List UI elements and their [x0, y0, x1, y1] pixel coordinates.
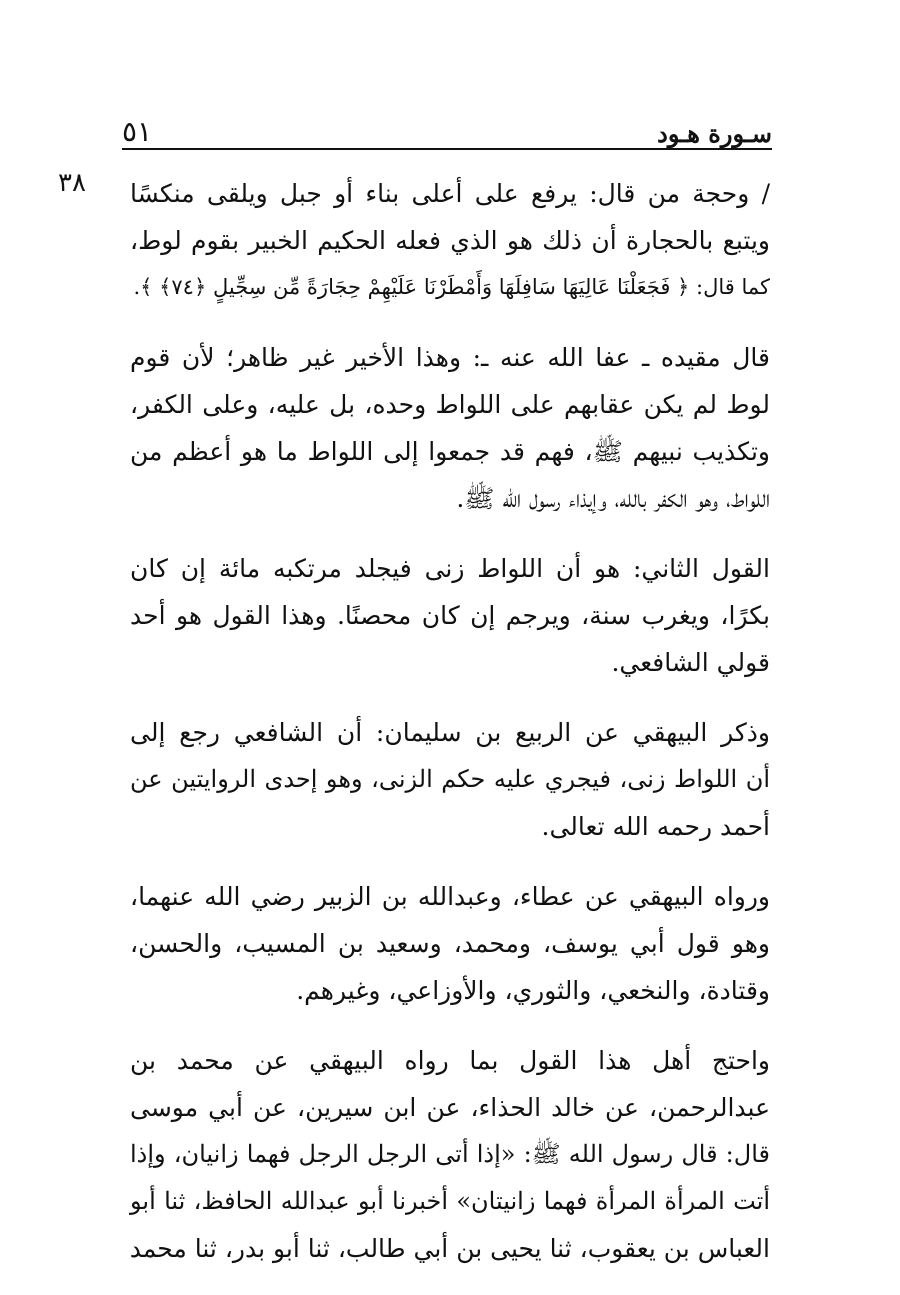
text-line: ورواه البيهقي عن عطاء، وعبدالله بن الزبير رضي الله عنهما، — [130, 882, 770, 911]
paragraph-6 — [130, 1037, 770, 1272]
page-number: ٥١ — [122, 115, 153, 148]
text-line: واحتج أهل هذا القول بما رواه البيهقي عن محمد بن — [130, 1046, 770, 1075]
text-line: لوط لم يكن عقابهم على اللواط وحده، بل عليه، وعلى الكفر، — [130, 390, 770, 419]
text-line: وتكذيب نبيهم ﷺ، فهم قد جمعوا إلى اللواط ما هو أعظم من — [130, 437, 770, 466]
text-line: وقتادة، والنخعي، والثوري، والأوزاعي، وغيرهم. — [296, 976, 770, 1005]
text-line: بكرًا، ويغرب سنة، ويرجم إن كان محصنًا. وهذا القول هو أحد — [130, 601, 770, 630]
text-line: العباس بن يعقوب، ثنا يحيى بن أبي طالب، ثنا أبو بدر، ثنا محمد — [129, 1234, 770, 1263]
paragraph-4 — [130, 709, 770, 850]
surah-title: سـورة هـود — [657, 119, 772, 148]
header-rule — [122, 148, 772, 150]
text-line: ويتبع بالحجارة أن ذلك هو الذي فعله الحكيم الخبير بقوم لوط، — [130, 226, 770, 255]
text-line: القول الثاني: هو أن اللواط زنى فيجلد مرتكبه مائة إن كان — [130, 554, 770, 583]
text-line: أتت المرأة المرأة فهما زانيتان» أخبرنا أبو عبدالله الحافظ، ثنا أبو — [130, 1187, 770, 1215]
paragraph-1 — [130, 170, 770, 311]
text-line: وهو قول أبي يوسف، ومحمد، وسعيد بن المسيب، والحسن، — [130, 929, 770, 958]
paragraph-2 — [130, 334, 770, 522]
text-line: وذكر البيهقي عن الربيع بن سليمان: أن الشافعي رجع إلى — [130, 718, 770, 747]
text-line: قال مقيده ـ عفا الله عنه ـ: وهذا الأخير غير ظاهر؛ لأن قوم — [130, 343, 770, 372]
text-line: / وحجة من قال: يرفع على أعلى بناء أو جبل ويلقى منكسًا — [130, 179, 770, 208]
text-line: قولي الشافعي. — [611, 648, 770, 677]
text-line: عبدالرحمن، عن خالد الحذاء، عن ابن سيرين، عن أبي موسى — [130, 1093, 770, 1122]
text-line: اللواط، وهو الكفر بالله، وإيذاء رسول الله ﷺ. — [456, 484, 770, 513]
text-line: أحمد رحمه الله تعالى. — [541, 812, 770, 841]
running-header — [122, 108, 772, 148]
text-line: قال: قال رسول الله ﷺ: «إذا أتى الرجل الرجل فهما زانيان، وإذا — [130, 1140, 770, 1168]
paragraph-5 — [130, 873, 770, 1014]
body-text — [130, 170, 770, 1295]
quran-verse-line: كما قال: ﴿ فَجَعَلْنَا عَالِيَهَا سَافِلَهَا وَأَمْطَرْنَا عَلَيْهِمْ حِجَارَةً مِّن سِجِّيلٍ ﴿٧٤﴾ ﴾. — [133, 275, 770, 299]
margin-page-reference: ٣٨ — [58, 168, 86, 198]
text-line: أن اللواط زنى، فيجري عليه حكم الزنى، وهو إحدى الروايتين عن — [130, 765, 770, 793]
paragraph-3 — [130, 545, 770, 686]
